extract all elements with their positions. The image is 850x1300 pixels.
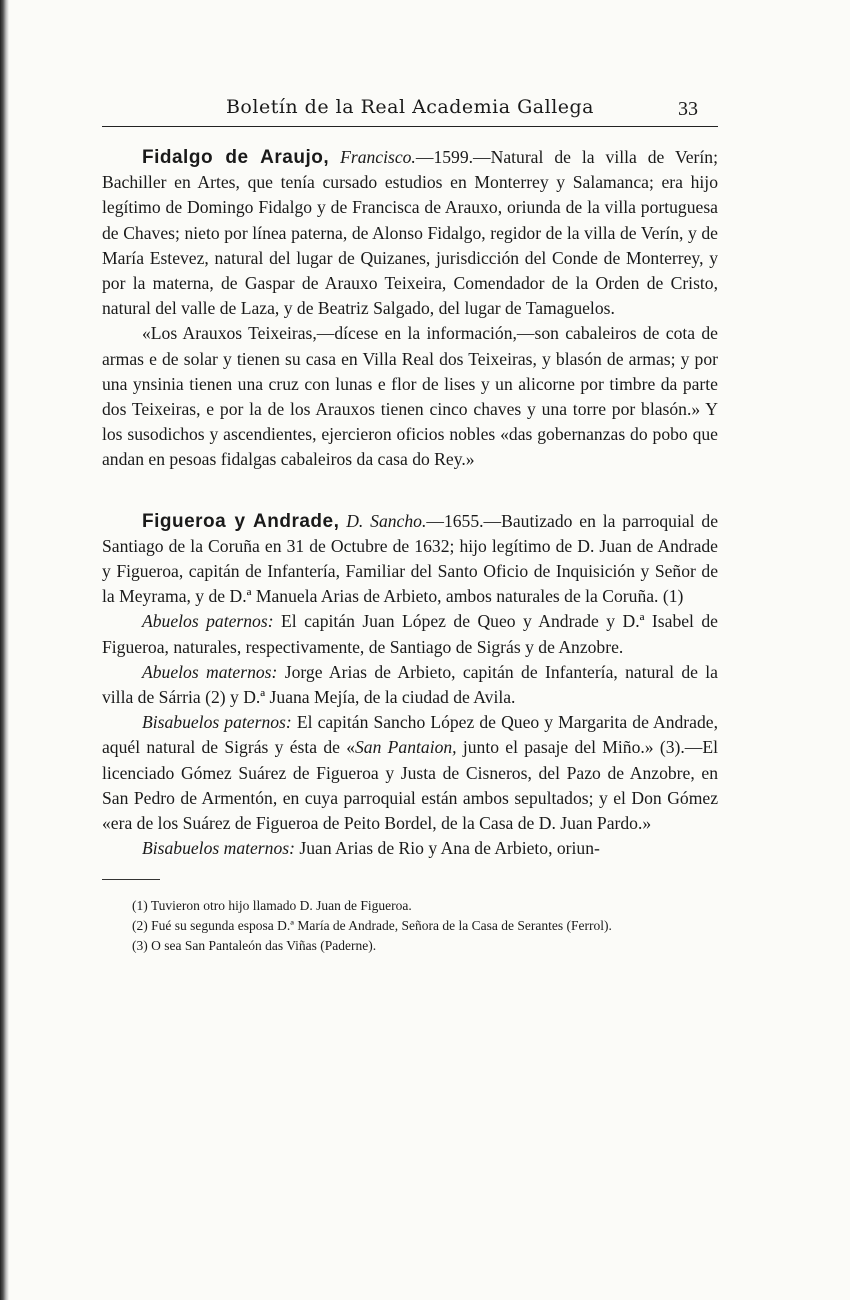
entry-figueroa-y-andrade — [102, 509, 718, 862]
abuelos-maternos — [102, 660, 718, 710]
footnote: (1) Tuvieron otro hijo llamado D. Juan de Figueroa. — [132, 898, 412, 914]
entry-paragraph: «Los Arauxos Teixeiras,—dícese en la información,—son cabaleiros de cota de armas e de solar y tienen su casa en Villa Real dos Teixeiras, y blasón de armas; y por una ynsinia tienen una cruz con lunas e flor de lises y un alicorne por timbre da parte dos Teixeiras, e por la de los Arauxos tienen cinco chaves y una torre por blasón.» Y los susodichos y ascendientes, ejercieron oficios nobles «das gobernanzas do pobo que andan en pesoas fidalgas cabaleiros da casa do Rey.» — [102, 323, 718, 470]
binding-edge — [0, 0, 9, 1300]
section-label: Bisabuelos maternos: — [142, 838, 295, 859]
entry-paragraph — [102, 509, 718, 610]
section-label: Bisabuelos paternos: — [142, 712, 292, 733]
entry-given-name: Francisco. — [340, 147, 416, 167]
entry-name: Figueroa y Andrade, — [142, 510, 340, 532]
entry-paragraph — [102, 145, 718, 321]
abuelos-paternos — [102, 609, 718, 659]
footnotes — [102, 896, 718, 956]
running-title: Boletín de la Real Academia Gallega — [225, 96, 595, 118]
page-number: 33 — [678, 98, 698, 120]
section-text: Juan Arias de Rio y Ana de Arbieto, oriun- — [294, 838, 600, 859]
entry-text: —1599.—Natural de la villa de Verín; Bachiller en Artes, que tenía cursado estudios en Monterrey y Salamanca; era hijo legítimo de Domingo Fidalgo y de Francisca de Arauxo, oriunda de la villa portuguesa de Chaves; nieto por línea paterna, de Alonso Fidalgo, regidor de la villa de Verín, y de María Estevez, natural del lugar de Quizanes, jurisdicción del Conde de Monterrey, y por la materna, de Gaspar de Arauxo Teixeira, Comendador de la Orden de Cristo, natural del valle de Laza, y de Beatriz Salgado, del lugar de Tamaguelos. — [102, 147, 718, 319]
section-text: El capitán Juan López de Queo y Andrade y D.ª Isabel de Figueroa, naturales, respectivamente, de Santiago de Sigrás y de Anzobre. — [102, 611, 718, 657]
footnote: (3) O sea San Pantaleón das Viñas (Paderne). — [132, 938, 377, 954]
footnote-divider — [102, 879, 160, 880]
document-page — [102, 92, 718, 956]
entry-name: Fidalgo de Araujo, — [142, 147, 330, 168]
bisabuelos-maternos — [102, 836, 718, 861]
section-text: Jorge Arias de Arbieto, capitán de Infantería, natural de la villa de Sárria (2) y D.ª Juana Mejía, de la ciudad de Avila. — [102, 661, 718, 708]
entry-text: —1655.—Bautizado en la parroquial de Santiago de la Coruña en 31 de Octubre de 1632; hijo legítimo de D. Juan de Andrade y Figueroa, capitán de Infantería, Familiar del Santo Oficio de Inquisición y Señor de la Meyrama, y de D.ª Manuela Arias de Arbieto, ambos naturales de la Coruña. (1) — [102, 510, 719, 607]
entry-given-name: D. Sancho. — [346, 510, 427, 531]
footnote: (2) Fué su segunda esposa D.ª María de Andrade, Señora de la Casa de Serantes (Ferrol). — [132, 918, 612, 934]
bisabuelos-paternos — [102, 710, 718, 836]
section-text: junto el pasaje del Miño.» (3).—El licenciado Gómez Suárez de Figueroa y Justa de Cisneros, del Pazo de Anzobre, en San Pedro de Armentón, en cuya parroquial están ambos sepultados; y el Don Gómez «era de los Suárez de Figueroa de Peito Bordel, de la Casa de D. Juan Pardo.» — [102, 737, 718, 834]
section-label: Abuelos paternos: — [142, 611, 274, 632]
section-italic-text: San Pantaion, — [355, 737, 457, 758]
page-header — [102, 92, 718, 127]
section-text: El capitán Sancho López de Queo y Margarita de Andrade, aquél natural de Sigrás y ésta de « — [102, 712, 718, 758]
section-label: Abuelos maternos: — [142, 661, 278, 682]
entry-fidalgo-de-araujo — [102, 145, 718, 473]
